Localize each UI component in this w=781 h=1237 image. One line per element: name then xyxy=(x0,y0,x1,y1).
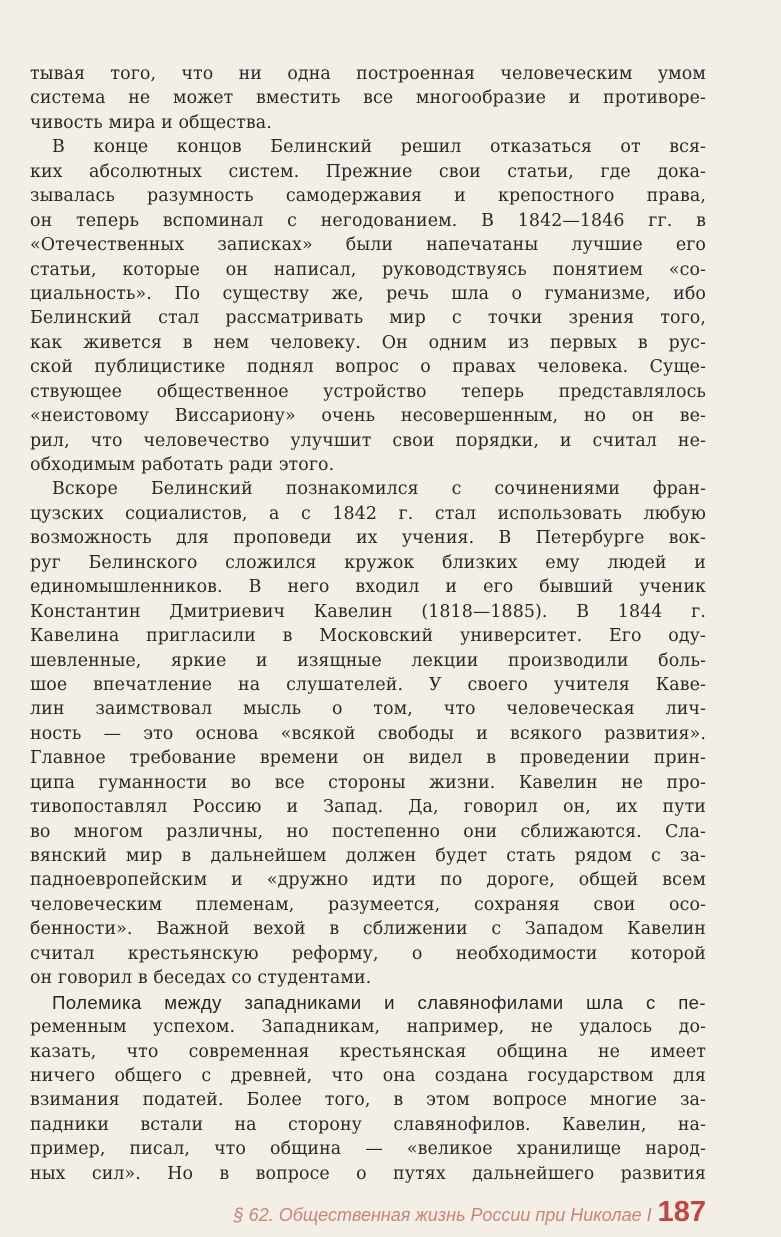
text-line: руг Белинского сложился кружок близких ему людей и xyxy=(30,552,706,573)
text-line: казать, что современная крестьянская община не имеет xyxy=(30,1041,706,1062)
text-line: «Отечественных записках» были напечатаны лучшие его xyxy=(30,235,706,256)
text-line: статьи, которые он написал, руководствуясь понятием «со- xyxy=(30,259,706,280)
text-line: чивость мира и общества. xyxy=(30,112,272,133)
text-line: вянский мир в дальнейшем должен будет стать рядом с за- xyxy=(30,846,706,866)
text-line: Белинский стал рассматривать мир с точки зрения того, xyxy=(30,308,706,329)
text-line: шое впечатление на слушателей. У своего учителя Каве- xyxy=(30,674,706,695)
text-line: Главное требование времени он видел в проведении прин- xyxy=(30,748,706,769)
text-line: Полемика между западниками и славянофилами шла с пе- xyxy=(52,991,706,1013)
text-line: Вскоре Белинский познакомился с сочинениями фран- xyxy=(52,479,706,500)
text-line: лин заимствовал мысль о том, что человеческая лич- xyxy=(30,699,706,720)
text-line: взимания податей. Более того, в этом вопросе многие за- xyxy=(30,1090,706,1111)
text-line: В конце концов Белинский решил отказаться от вся- xyxy=(52,137,706,158)
text-line: ципа гуманности во все стороны жизни. Кавелин не про- xyxy=(30,772,706,793)
page-body-text xyxy=(30,62,706,1186)
page-footer xyxy=(30,1196,706,1229)
text-line: Кавелина пригласили в Московский университет. Его оду- xyxy=(30,626,706,647)
text-line: система не может вместить все многообразие и противоре- xyxy=(30,88,706,109)
text-line: ской публицистике поднял вопрос о правах человека. Суще- xyxy=(30,357,706,378)
text-line: пример, писал, что община — «великое хранилище народ- xyxy=(30,1139,706,1160)
text-line: как живется в нем человеку. Он одним из первых в рус- xyxy=(30,332,706,353)
text-line: он теперь вспоминал с негодованием. В 1842—1846 гг. в xyxy=(30,210,706,231)
text-line: тивопоставлял Россию и Запад. Да, говорил он, их пути xyxy=(30,797,706,818)
text-line: «неистовому Виссариону» очень несовершенным, но он ве- xyxy=(30,406,706,427)
text-line: ременным успехом. Западникам, например, не удалось до- xyxy=(30,1017,706,1038)
running-title: § 62. Общественная жизнь России при Николае I xyxy=(233,1205,652,1225)
text-line: Константин Дмитриевич Кавелин (1818—1885). В 1844 г. xyxy=(30,601,706,622)
text-line: во многом различны, но постепенно они сближаются. Сла- xyxy=(30,821,706,842)
text-line: шевленные, яркие и изящные лекции производили боль- xyxy=(30,650,706,671)
text-line: тывая того, что ни одна построенная человеческим умом xyxy=(30,64,706,84)
text-line: бенности». Важной вехой в сближении с Западом Кавелин xyxy=(30,919,706,940)
text-line: падноевропейским и «дружно идти по дороге, общей всем xyxy=(30,870,706,891)
text-line: ствующее общественное устройство теперь представлялось xyxy=(30,381,706,402)
text-line: ных сил». Но в вопросе о путях дальнейшего развития xyxy=(30,1163,706,1184)
text-line: ность — это основа «всякой свободы и всякого развития». xyxy=(30,723,706,744)
text-line: ких абсолютных систем. Прежние свои статьи, где дока- xyxy=(30,161,706,182)
text-line: единомышленников. В него входил и его бывший ученик xyxy=(30,577,706,598)
text-line: падники встали на сторону славянофилов. Кавелин, на- xyxy=(30,1114,706,1135)
text-line: человеческим племенам, разумеется, сохраняя свои осо- xyxy=(30,894,706,915)
text-line: рил, что человечество улучшит свои порядки, и считал не- xyxy=(30,430,706,451)
text-line: цузских социалистов, а с 1842 г. стал использовать любую xyxy=(30,503,706,524)
text-line: считал крестьянскую реформу, о необходимости которой xyxy=(30,943,706,964)
text-line: ничего общего с древней, что она создана государством для xyxy=(30,1065,706,1086)
text-line: циальность». По существу же, речь шла о гуманизме, ибо xyxy=(30,283,706,304)
text-line: обходимым работать ради этого. xyxy=(30,455,335,475)
text-line: он говорил в беседах со студентами. xyxy=(30,968,372,989)
text-line: зывалась разумность самодержавия и крепостного права, xyxy=(30,186,706,207)
text-line: возможность для проповеди их учения. В Петербурге вок- xyxy=(30,528,706,549)
page-number: 187 xyxy=(657,1196,706,1228)
